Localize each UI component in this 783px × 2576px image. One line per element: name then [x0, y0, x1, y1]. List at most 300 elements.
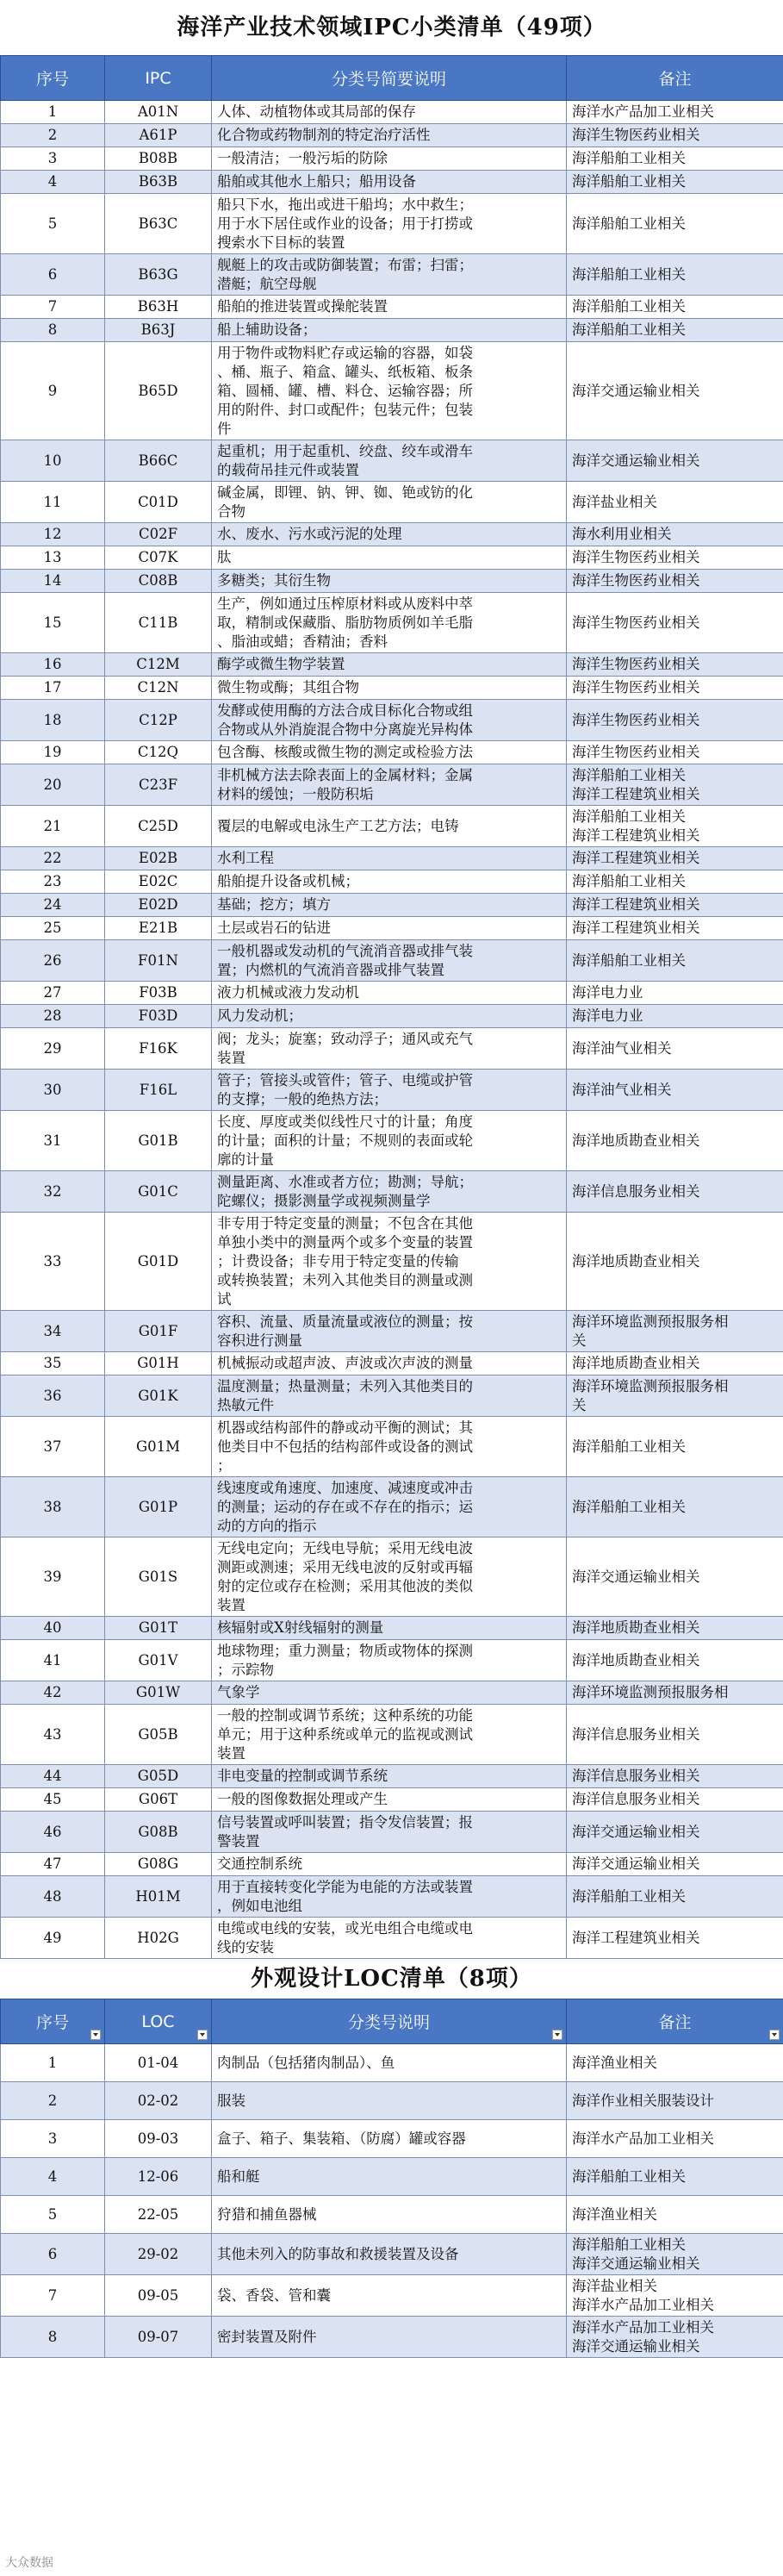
desc-line: 机器或结构部件的静或动平衡的测试；其 [217, 1419, 473, 1436]
cell-num: 4 [1, 171, 105, 194]
ipc-table-body [1, 101, 783, 1959]
cell-code: G01K [105, 1375, 212, 1417]
note-line: 海洋地质勘查业相关 [572, 1619, 700, 1636]
desc-line: 用于直接转变化学能为电能的方法或装置 [217, 1878, 473, 1895]
desc-line: 船只下水，拖出或进干船坞；水中救生； [217, 196, 473, 213]
table-row [1, 2234, 783, 2275]
cell-code: A01N [105, 101, 212, 124]
cell-num: 27 [1, 982, 105, 1005]
cell-num: 25 [1, 917, 105, 940]
header-note-label: 备注 [658, 2013, 692, 2032]
note-line: 海洋工程建筑业相关 [572, 896, 700, 913]
note-line: 海洋盐业相关 [572, 493, 657, 510]
desc-line: 的支撑；一般的绝热方法； [217, 1090, 388, 1107]
note-line: 海洋水产品加工业相关 [572, 2296, 714, 2313]
cell-num: 1 [1, 101, 105, 124]
desc-line: 发酵或使用酶的方法合成目标化合物或组 [217, 702, 473, 719]
cell-num: 6 [1, 2234, 105, 2275]
table-row [1, 296, 783, 319]
cell-code: A61P [105, 124, 212, 147]
cell-num: 47 [1, 1853, 105, 1876]
cell-desc [212, 1918, 567, 1959]
desc-line: 温度测量；热量测量；未列入其他类目的 [217, 1377, 473, 1394]
cell-desc [212, 847, 567, 870]
cell-note [567, 764, 783, 806]
desc-line: 液力机械或液力发动机 [217, 984, 359, 1001]
note-line: 海水利用业相关 [572, 526, 672, 542]
note-line: 海洋水产品加工业相关 [572, 103, 714, 120]
table-row [1, 2044, 783, 2082]
desc-line: ； [217, 1456, 232, 1474]
note-line: 海洋生物医药业相关 [572, 656, 700, 672]
cell-desc [212, 870, 567, 894]
note-line: 海洋环境监测预报服务相 [572, 1684, 729, 1700]
note-line: 海洋工程建筑业相关 [572, 826, 700, 844]
desc-line: 动的方向的指示 [217, 1517, 317, 1534]
cell-code: G01M [105, 1417, 212, 1477]
desc-line: 无线电定向；无线电导航；采用无线电波 [217, 1539, 473, 1556]
cell-note [567, 440, 783, 482]
cell-code: C01D [105, 482, 212, 523]
desc-line: 覆层的电解或电泳生产工艺方法；电铸 [217, 817, 459, 834]
cell-desc [212, 2234, 567, 2275]
cell-desc [212, 101, 567, 124]
table-row [1, 2082, 783, 2120]
desc-line: 热敏元件 [217, 1396, 274, 1413]
cell-code: G01V [105, 1640, 212, 1681]
cell-desc [212, 1111, 567, 1171]
cell-code: C12M [105, 653, 212, 677]
cell-code: G01H [105, 1352, 212, 1375]
cell-code: C25D [105, 806, 212, 847]
table-row [1, 254, 783, 296]
desc-line: 的测量；运动的存在或不存在的指示；运 [217, 1498, 473, 1515]
filter-dropdown-icon[interactable] [197, 2030, 208, 2040]
cell-desc [212, 1617, 567, 1640]
cell-note [567, 1477, 783, 1537]
cell-num: 49 [1, 1918, 105, 1959]
cell-note [567, 194, 783, 254]
table-row [1, 982, 783, 1005]
desc-line: 非专用于特定变量的测量；不包含在其他 [217, 1214, 473, 1232]
desc-line: 、桶、瓶子、箱盒、罐头、纸板箱、板条 [217, 363, 473, 380]
cell-code: G01W [105, 1681, 212, 1705]
cell-note [567, 677, 783, 700]
table-row [1, 1005, 783, 1028]
note-line: 海洋生物医药业相关 [572, 679, 700, 695]
note-line: 海洋地质勘查业相关 [572, 1651, 700, 1668]
header-loc[interactable] [105, 1999, 212, 2044]
desc-line: 船和艇 [217, 2167, 260, 2185]
cell-desc [212, 764, 567, 806]
desc-line: 的载荷吊挂元件或装置 [217, 461, 359, 478]
table1-title: 海洋产业技术领域IPC小类清单（49项） [177, 15, 606, 41]
table-row [1, 1765, 783, 1788]
cell-code: C07K [105, 546, 212, 570]
desc-line: 包含酶、核酸或微生物的测定或检验方法 [217, 744, 473, 760]
cell-desc [212, 1352, 567, 1375]
cell-note [567, 1213, 783, 1311]
table-row [1, 894, 783, 917]
cell-code: 09-07 [105, 2317, 212, 2358]
cell-note [567, 2275, 783, 2317]
cell-num: 4 [1, 2158, 105, 2196]
cell-note [567, 101, 783, 124]
table-row [1, 806, 783, 847]
desc-line: 阀；龙头；旋塞；致动浮子；通风或充气 [217, 1030, 473, 1047]
desc-line: 装置 [217, 1049, 245, 1066]
cell-note [567, 482, 783, 523]
cell-code: 09-05 [105, 2275, 212, 2317]
desc-line: 水、废水、污水或污泥的处理 [217, 526, 402, 542]
desc-line: 容积、流量、质量流量或液位的测量；按 [217, 1313, 473, 1330]
cell-num: 23 [1, 870, 105, 894]
cell-desc [212, 2082, 567, 2120]
cell-note [567, 1171, 783, 1213]
cell-num: 5 [1, 194, 105, 254]
cell-desc [212, 523, 567, 546]
cell-note [567, 2196, 783, 2234]
cell-num: 18 [1, 700, 105, 741]
note-line: 海洋船舶工业相关 [572, 265, 686, 283]
table-row [1, 482, 783, 523]
desc-line: 单元；用于这种系统或单元的监视或测试 [217, 1725, 473, 1743]
cell-note [567, 894, 783, 917]
note-line: 海洋油气业相关 [572, 1081, 672, 1098]
desc-line: 取，精制或保藏脂、脂肪物质例如羊毛脂 [217, 614, 473, 631]
note-line: 关 [572, 1332, 587, 1349]
cell-desc [212, 254, 567, 296]
note-line: 海洋信息服务业相关 [572, 1182, 700, 1200]
desc-line: 件 [217, 420, 232, 437]
note-line: 海洋环境监测预报服务相 [572, 1377, 729, 1394]
cell-code: 01-04 [105, 2044, 212, 2082]
cell-num: 20 [1, 764, 105, 806]
note-line: 海洋交通运输业相关 [572, 452, 700, 469]
note-line: 海洋交通运输业相关 [572, 2255, 700, 2272]
table-row [1, 593, 783, 653]
note-line: 海洋渔业相关 [572, 2205, 657, 2223]
cell-num: 45 [1, 1788, 105, 1812]
cell-code: C08B [105, 570, 212, 593]
cell-desc [212, 124, 567, 147]
cell-desc [212, 1005, 567, 1028]
cell-num: 16 [1, 653, 105, 677]
cell-code: E21B [105, 917, 212, 940]
cell-note [567, 653, 783, 677]
desc-line: 其他未列入的防事故和救援装置及设备 [217, 2245, 459, 2262]
cell-desc [212, 342, 567, 440]
cell-code: G06T [105, 1788, 212, 1812]
cell-code: G01C [105, 1171, 212, 1213]
cell-num: 21 [1, 806, 105, 847]
note-line: 海洋生物医药业相关 [572, 711, 700, 728]
ipc-table [0, 55, 783, 1959]
cell-note [567, 1375, 783, 1417]
cell-code: B63C [105, 194, 212, 254]
cell-note [567, 1617, 783, 1640]
cell-desc [212, 1311, 567, 1352]
cell-code: F16L [105, 1070, 212, 1111]
desc-line: 试 [217, 1290, 232, 1307]
cell-desc [212, 1417, 567, 1477]
desc-line: 一般的图像数据处理或产生 [217, 1791, 388, 1807]
cell-code: G01S [105, 1537, 212, 1617]
cell-desc [212, 1070, 567, 1111]
desc-line: 微生物或酶；其组合物 [217, 679, 359, 695]
header-desc-label: 分类号说明 [347, 2013, 430, 2032]
table-row [1, 1876, 783, 1918]
desc-line: 、脂油或蜡；香精油；香料 [217, 633, 388, 650]
cell-num: 39 [1, 1537, 105, 1617]
cell-code: C11B [105, 593, 212, 653]
cell-desc [212, 2196, 567, 2234]
note-line: 海洋船舶工业相关 [572, 808, 686, 825]
filter-dropdown-icon[interactable] [90, 2030, 101, 2040]
cell-desc [212, 806, 567, 847]
header-desc: 分类号简要说明 [212, 56, 567, 101]
loc-table [0, 1999, 783, 2358]
cell-note [567, 2044, 783, 2082]
cell-note [567, 982, 783, 1005]
cell-num: 9 [1, 342, 105, 440]
cell-note [567, 546, 783, 570]
cell-note [567, 1705, 783, 1765]
cell-note [567, 1853, 783, 1876]
note-line: 海洋船舶工业相关 [572, 1887, 686, 1905]
note-line: 海洋船舶工业相关 [572, 1498, 686, 1515]
cell-desc [212, 741, 567, 764]
cell-desc [212, 1681, 567, 1705]
note-line: 关 [572, 1396, 587, 1413]
cell-desc [212, 940, 567, 982]
table-row [1, 1352, 783, 1375]
desc-line: 一般的控制或调节系统；这种系统的功能 [217, 1706, 473, 1724]
desc-line: 信号装置或呼叫装置；指令发信装置；报 [217, 1813, 473, 1831]
desc-line: 多糖类；其衍生物 [217, 572, 331, 589]
note-line: 海洋船舶工业相关 [572, 2236, 686, 2253]
desc-line: 船舶或其他水上船只；船用设备 [217, 173, 416, 190]
table-row [1, 342, 783, 440]
table-row [1, 653, 783, 677]
table-row [1, 1111, 783, 1171]
note-line: 海洋电力业 [572, 984, 643, 1001]
desc-line: 非电变量的控制或调节系统 [217, 1768, 388, 1784]
cell-note [567, 1681, 783, 1705]
table-row [1, 570, 783, 593]
table-row [1, 1918, 783, 1959]
note-line: 海洋船舶工业相关 [572, 2167, 686, 2185]
header-ipc: IPC [105, 56, 212, 101]
cell-num: 28 [1, 1005, 105, 1028]
cell-num: 35 [1, 1352, 105, 1375]
cell-note [567, 1352, 783, 1375]
cell-num: 22 [1, 847, 105, 870]
note-line: 海洋交通运输业相关 [572, 2337, 700, 2355]
cell-num: 31 [1, 1111, 105, 1171]
desc-line: 线的安装 [217, 1938, 274, 1955]
cell-code: G01T [105, 1617, 212, 1640]
table-row [1, 2275, 783, 2317]
cell-code: G05B [105, 1705, 212, 1765]
cell-code: E02D [105, 894, 212, 917]
cell-note [567, 870, 783, 894]
table-row [1, 546, 783, 570]
table-row [1, 1537, 783, 1617]
cell-note [567, 1028, 783, 1070]
cell-num: 14 [1, 570, 105, 593]
filter-dropdown-icon[interactable] [552, 2030, 562, 2040]
desc-line: 合物或从外消旋混合物中分离旋光异构体 [217, 720, 473, 738]
cell-desc [212, 1477, 567, 1537]
header-note: 备注 [567, 56, 783, 101]
cell-num: 7 [1, 296, 105, 319]
cell-num: 24 [1, 894, 105, 917]
table-row [1, 101, 783, 124]
desc-line: 地球物理；重力测量；物质或物体的探测 [217, 1642, 473, 1659]
cell-note [567, 700, 783, 741]
desc-line: 一般清洁；一般污垢的防除 [217, 150, 388, 166]
cell-note [567, 1537, 783, 1617]
desc-line: 肉制品（包括猪肉制品）、鱼 [217, 2054, 395, 2071]
cell-desc [212, 917, 567, 940]
desc-line: 船舶的推进装置或操舵装置 [217, 298, 388, 315]
cell-code: 22-05 [105, 2196, 212, 2234]
cell-num: 11 [1, 482, 105, 523]
header-note[interactable] [567, 1999, 783, 2044]
note-line: 海洋交通运输业相关 [572, 382, 700, 399]
desc-line: 的计量；面积的计量；不规则的表面或轮 [217, 1132, 473, 1149]
table-row [1, 147, 783, 171]
cell-desc [212, 482, 567, 523]
cell-desc [212, 2158, 567, 2196]
cell-desc [212, 700, 567, 741]
desc-line: 水利工程 [217, 850, 274, 866]
cell-code: B08B [105, 147, 212, 171]
filter-dropdown-icon[interactable] [769, 2030, 780, 2040]
cell-num: 34 [1, 1311, 105, 1352]
cell-note [567, 917, 783, 940]
cell-num: 2 [1, 2082, 105, 2120]
cell-code: C12N [105, 677, 212, 700]
cell-num: 12 [1, 523, 105, 546]
desc-line: 风力发动机； [217, 1007, 302, 1024]
cell-note [567, 1005, 783, 1028]
cell-num: 26 [1, 940, 105, 982]
cell-note [567, 806, 783, 847]
cell-desc [212, 653, 567, 677]
desc-line: 用于物件或物料贮存或运输的容器，如袋 [217, 344, 473, 361]
note-line: 海洋船舶工业相关 [572, 766, 686, 783]
header-num-label: 序号 [35, 2013, 69, 2032]
cell-desc [212, 894, 567, 917]
desc-line: 起重机；用于起重机、绞盘、绞车或滑车 [217, 442, 473, 459]
desc-line: 土层或岩石的钻进 [217, 920, 331, 936]
cell-desc [212, 2317, 567, 2358]
cell-num: 46 [1, 1812, 105, 1853]
note-line: 海洋水产品加工业相关 [572, 2318, 714, 2336]
desc-line: 船舶提升设备或机械； [217, 873, 359, 889]
cell-code: B66C [105, 440, 212, 482]
table-row [1, 847, 783, 870]
cell-note [567, 1070, 783, 1111]
note-line: 海洋电力业 [572, 1007, 643, 1024]
cell-desc [212, 2275, 567, 2317]
cell-note [567, 1417, 783, 1477]
note-line: 海洋环境监测预报服务相 [572, 1313, 729, 1330]
cell-desc [212, 171, 567, 194]
note-line: 海洋地质勘查业相关 [572, 1252, 700, 1269]
cell-code: 02-02 [105, 2082, 212, 2120]
header-num[interactable] [1, 1999, 105, 2044]
note-line: 海洋作业相关服装设计 [572, 2092, 714, 2109]
cell-num: 19 [1, 741, 105, 764]
cell-desc [212, 1705, 567, 1765]
cell-desc [212, 2044, 567, 2082]
table-row [1, 1311, 783, 1352]
desc-line: 舰艇上的攻击或防御装置；布雷；扫雷； [217, 256, 473, 273]
cell-num: 42 [1, 1681, 105, 1705]
cell-note [567, 124, 783, 147]
note-line: 海洋工程建筑业相关 [572, 920, 700, 936]
table-row [1, 2317, 783, 2358]
table-row [1, 171, 783, 194]
desc-line: 射的定位或存在检测；采用其他波的类似 [217, 1577, 473, 1594]
table-row [1, 1617, 783, 1640]
table-row [1, 1788, 783, 1812]
desc-line: 容积进行测量 [217, 1332, 302, 1349]
note-line: 海洋生物医药业相关 [572, 744, 700, 760]
cell-note [567, 1788, 783, 1812]
cell-num: 3 [1, 2120, 105, 2158]
cell-num: 48 [1, 1876, 105, 1918]
note-line: 海洋盐业相关 [572, 2277, 657, 2294]
cell-desc [212, 1537, 567, 1617]
header-desc[interactable] [212, 1999, 567, 2044]
cell-note [567, 523, 783, 546]
desc-line: 酶学或微生物学装置 [217, 656, 345, 672]
table-row [1, 1705, 783, 1765]
cell-code: 12-06 [105, 2158, 212, 2196]
table-row [1, 194, 783, 254]
desc-line: 碱金属，即锂、钠、钾、铷、铯或钫的化 [217, 483, 473, 501]
cell-note [567, 2234, 783, 2275]
table-row [1, 1375, 783, 1417]
cell-desc [212, 147, 567, 171]
cell-note [567, 847, 783, 870]
cell-code: F01N [105, 940, 212, 982]
desc-line: 搜索水下目标的装置 [217, 234, 345, 251]
cell-note [567, 1111, 783, 1171]
cell-num: 7 [1, 2275, 105, 2317]
cell-num: 29 [1, 1028, 105, 1070]
cell-num: 15 [1, 593, 105, 653]
cell-code: B63G [105, 254, 212, 296]
desc-line: 线速度或角速度、加速度、减速度或冲击 [217, 1479, 473, 1496]
cell-note [567, 2082, 783, 2120]
note-line: 海洋交通运输业相关 [572, 1823, 700, 1840]
desc-line: ；示踪物 [217, 1661, 274, 1678]
cell-note [567, 254, 783, 296]
header-num: 序号 [1, 56, 105, 101]
note-line: 海洋交通运输业相关 [572, 1856, 700, 1872]
note-line: 海洋船舶工业相关 [572, 321, 686, 338]
cell-num: 8 [1, 2317, 105, 2358]
cell-code: G05D [105, 1765, 212, 1788]
cell-desc [212, 1788, 567, 1812]
note-line: 海洋船舶工业相关 [572, 298, 686, 315]
table-row [1, 1853, 783, 1876]
